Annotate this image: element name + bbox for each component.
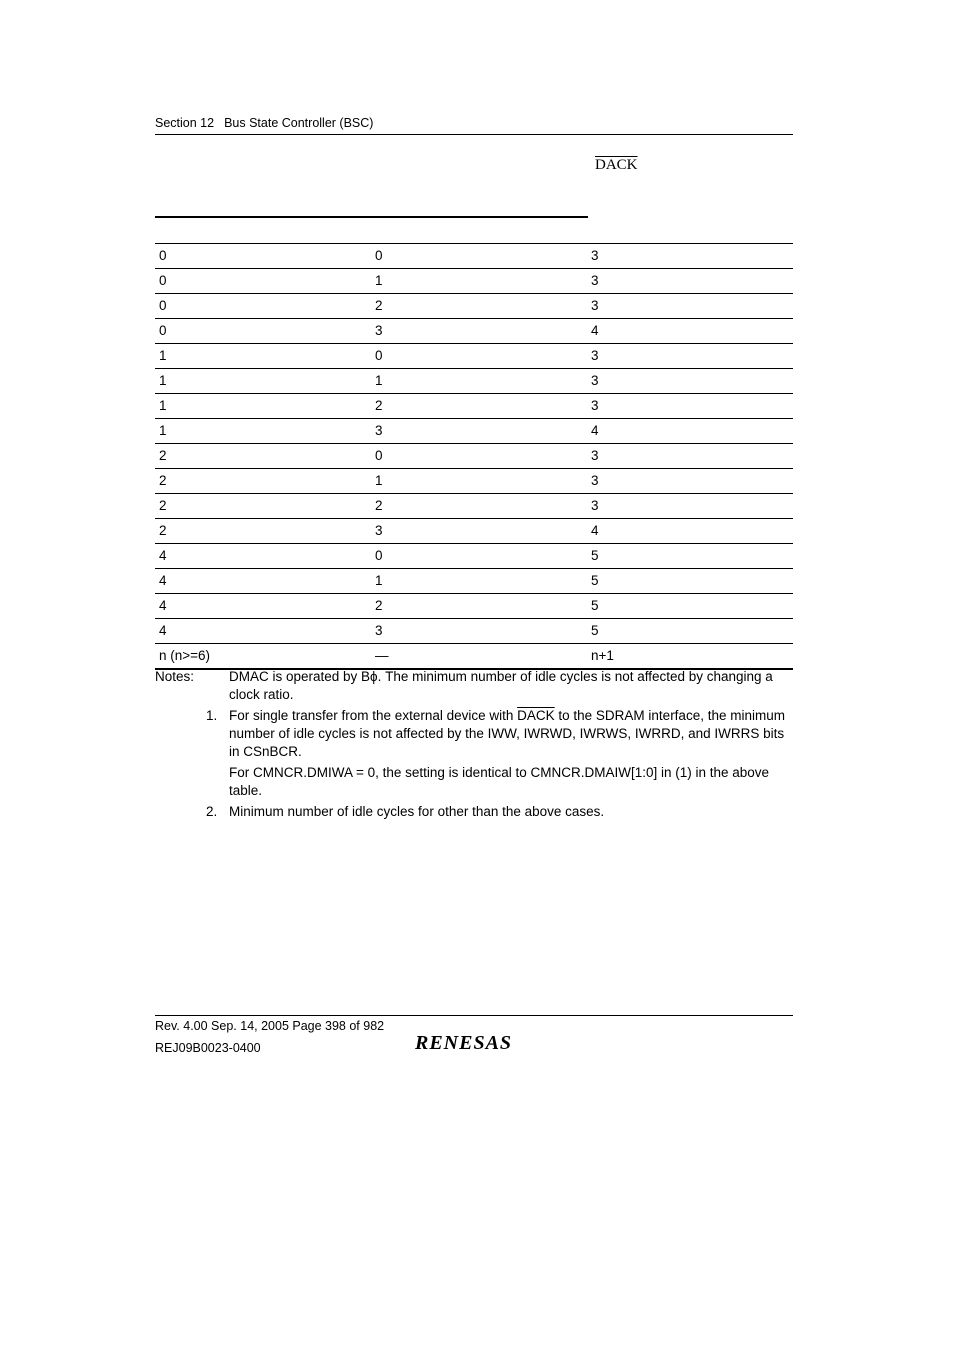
table-cell: 0 (159, 273, 167, 288)
table-cell: 1 (375, 273, 383, 288)
note-1-extra (155, 764, 793, 800)
svg-text:RENESAS: RENESAS (415, 1032, 513, 1053)
note-2-number: 2. (206, 804, 218, 819)
table-row (155, 344, 793, 369)
table-cell: 3 (375, 323, 383, 338)
table-cell: 3 (375, 423, 383, 438)
table-row (155, 394, 793, 419)
table-cell: 4 (591, 423, 599, 438)
note-2 (155, 803, 793, 821)
revision-info: Rev. 4.00 Sep. 14, 2005 Page 398 of 982 (155, 1019, 385, 1033)
table-cell: 5 (591, 573, 599, 588)
table-row (155, 569, 793, 594)
table-row (155, 294, 793, 319)
note-1-pre: For single transfer from the external device with (229, 708, 518, 723)
table-row (155, 419, 793, 444)
table-cell: 3 (591, 348, 599, 363)
table-cell: 4 (159, 548, 167, 563)
table-cell: 2 (159, 448, 167, 463)
table-row (155, 519, 793, 544)
table-cell: 5 (591, 623, 599, 638)
note-1-number: 1. (206, 708, 218, 723)
table-cell: 2 (159, 523, 167, 538)
table-cell: 3 (375, 623, 383, 638)
renesas-logo (415, 1031, 535, 1058)
table-cell: 2 (159, 473, 167, 488)
notes-section (155, 668, 793, 824)
table-cell: 3 (375, 523, 383, 538)
table-cell: 3 (591, 473, 599, 488)
table-row (155, 369, 793, 394)
table-row (155, 494, 793, 519)
table-cell: 3 (591, 448, 599, 463)
table-cell: 2 (159, 498, 167, 513)
table-cell: 0 (159, 248, 167, 263)
table-cell: 4 (159, 598, 167, 613)
note-intro-text: DMAC is operated by Bϕ. The minimum number of idle cycles is not affected by changing a clock ratio. (229, 669, 773, 702)
table-cell: 2 (375, 498, 383, 513)
table-cell: 0 (375, 348, 383, 363)
table-cell: 3 (591, 498, 599, 513)
note-1-extra-text: For CMNCR.DMIWA = 0, the setting is identical to CMNCR.DMAIW[1:0] in (1) in the above table. (229, 765, 770, 798)
table-cell: 0 (375, 448, 383, 463)
table-cell: 0 (159, 298, 167, 313)
note-2-text: Minimum number of idle cycles for other than the above cases. (229, 804, 605, 819)
table-cell: n (n>=6) (159, 648, 211, 663)
table-row (155, 244, 793, 269)
table-cell: 1 (159, 373, 167, 388)
table-cell: 4 (159, 623, 167, 638)
table-cell: 2 (375, 298, 383, 313)
table-cell: 0 (375, 248, 383, 263)
table-cell: 2 (375, 398, 383, 413)
dack-label: DACK (595, 157, 638, 173)
table-row (155, 269, 793, 294)
section-title: Bus State Controller (BSC) (224, 116, 374, 130)
table-row (155, 544, 793, 569)
section-number: Section 12 (155, 116, 215, 130)
table-cell: 3 (591, 373, 599, 388)
table-cell: — (375, 648, 389, 663)
table-cell: n+1 (591, 648, 614, 663)
table-row (155, 644, 793, 668)
table-cell: 5 (591, 548, 599, 563)
table-cell: 3 (591, 273, 599, 288)
table-cell: 3 (591, 398, 599, 413)
notes-label: Notes: (155, 669, 195, 684)
table-cell: 1 (159, 348, 167, 363)
table-cell: 1 (159, 423, 167, 438)
table-cell: 1 (375, 473, 383, 488)
table-cell: 0 (375, 548, 383, 563)
table-row (155, 594, 793, 619)
note-1-dack: DACK (517, 708, 555, 723)
table-caption-rule (155, 216, 588, 218)
renesas-logo-icon (415, 1031, 535, 1053)
table-cell: 2 (375, 598, 383, 613)
table-row (155, 444, 793, 469)
page-header (155, 116, 793, 135)
note-1-text (229, 707, 793, 761)
table-cell: 4 (591, 323, 599, 338)
table-cell: 0 (159, 323, 167, 338)
table-cell: 5 (591, 598, 599, 613)
table-row (155, 469, 793, 494)
idle-cycles-table (155, 243, 793, 670)
table-row (155, 619, 793, 644)
table-cell: 4 (159, 573, 167, 588)
table-cell: 1 (159, 398, 167, 413)
document-number: REJ09B0023-0400 (155, 1041, 261, 1055)
table-cell: 4 (591, 523, 599, 538)
note-1 (155, 707, 793, 761)
note-1-post: to the SDRAM interface, the minimum number of idle cycles is not affected by the IWW, IWRWD, IWRWS, IWRRD, and IWRRS bits in CSnBCR. (229, 708, 785, 759)
table-cell: 1 (375, 373, 383, 388)
table-cell: 3 (591, 298, 599, 313)
table-cell: 1 (375, 573, 383, 588)
table-row (155, 319, 793, 344)
note-intro (155, 668, 793, 704)
table-cell: 3 (591, 248, 599, 263)
